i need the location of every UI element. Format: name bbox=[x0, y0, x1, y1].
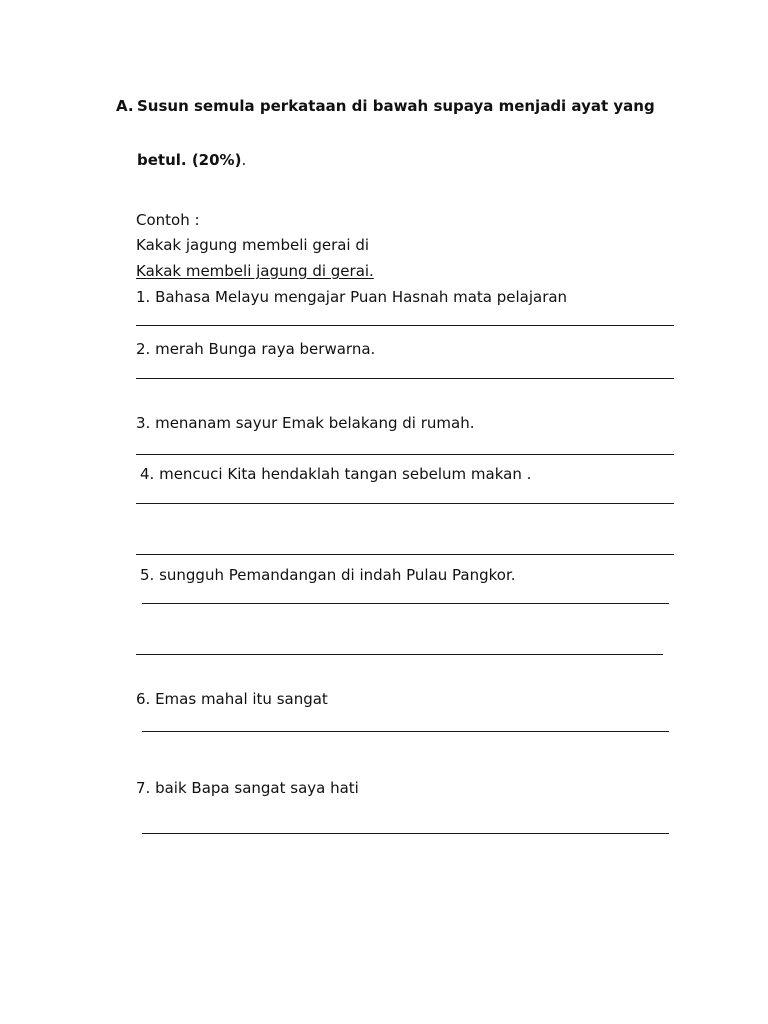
question-2: 2. merah Bunga raya berwarna. bbox=[136, 340, 376, 358]
question-1: 1. Bahasa Melayu mengajar Puan Hasnah mata pelajaran bbox=[136, 288, 568, 306]
answer-line-3[interactable] bbox=[136, 454, 674, 455]
instruction-line-2-end: . bbox=[241, 151, 247, 169]
example-question: Kakak jagung membeli gerai di bbox=[136, 236, 370, 254]
answer-line-1[interactable] bbox=[136, 325, 674, 326]
question-4: 4. mencuci Kita hendaklah tangan sebelum makan . bbox=[140, 465, 532, 483]
question-6: 6. Emas mahal itu sangat bbox=[136, 690, 328, 708]
instruction-line-2-bold: betul. (20%) bbox=[137, 151, 242, 169]
example-label: Contoh : bbox=[136, 211, 200, 229]
answer-line-2[interactable] bbox=[136, 378, 674, 379]
section-letter: A. bbox=[116, 97, 134, 115]
answer-line-6[interactable] bbox=[142, 731, 669, 732]
example-answer: Kakak membeli jagung di gerai. bbox=[136, 262, 374, 280]
answer-line-4b[interactable] bbox=[136, 554, 674, 555]
instruction-line-2 bbox=[137, 151, 246, 169]
instruction-line-1: Susun semula perkataan di bawah supaya menjadi ayat yang bbox=[137, 97, 655, 115]
answer-line-4a[interactable] bbox=[136, 503, 674, 504]
answer-line-7[interactable] bbox=[142, 833, 669, 834]
answer-line-5b[interactable] bbox=[136, 654, 663, 655]
answer-line-5a[interactable] bbox=[142, 603, 669, 604]
question-7: 7. baik Bapa sangat saya hati bbox=[136, 779, 359, 797]
question-3: 3. menanam sayur Emak belakang di rumah. bbox=[136, 414, 475, 432]
question-5: 5. sungguh Pemandangan di indah Pulau Pangkor. bbox=[140, 566, 516, 584]
